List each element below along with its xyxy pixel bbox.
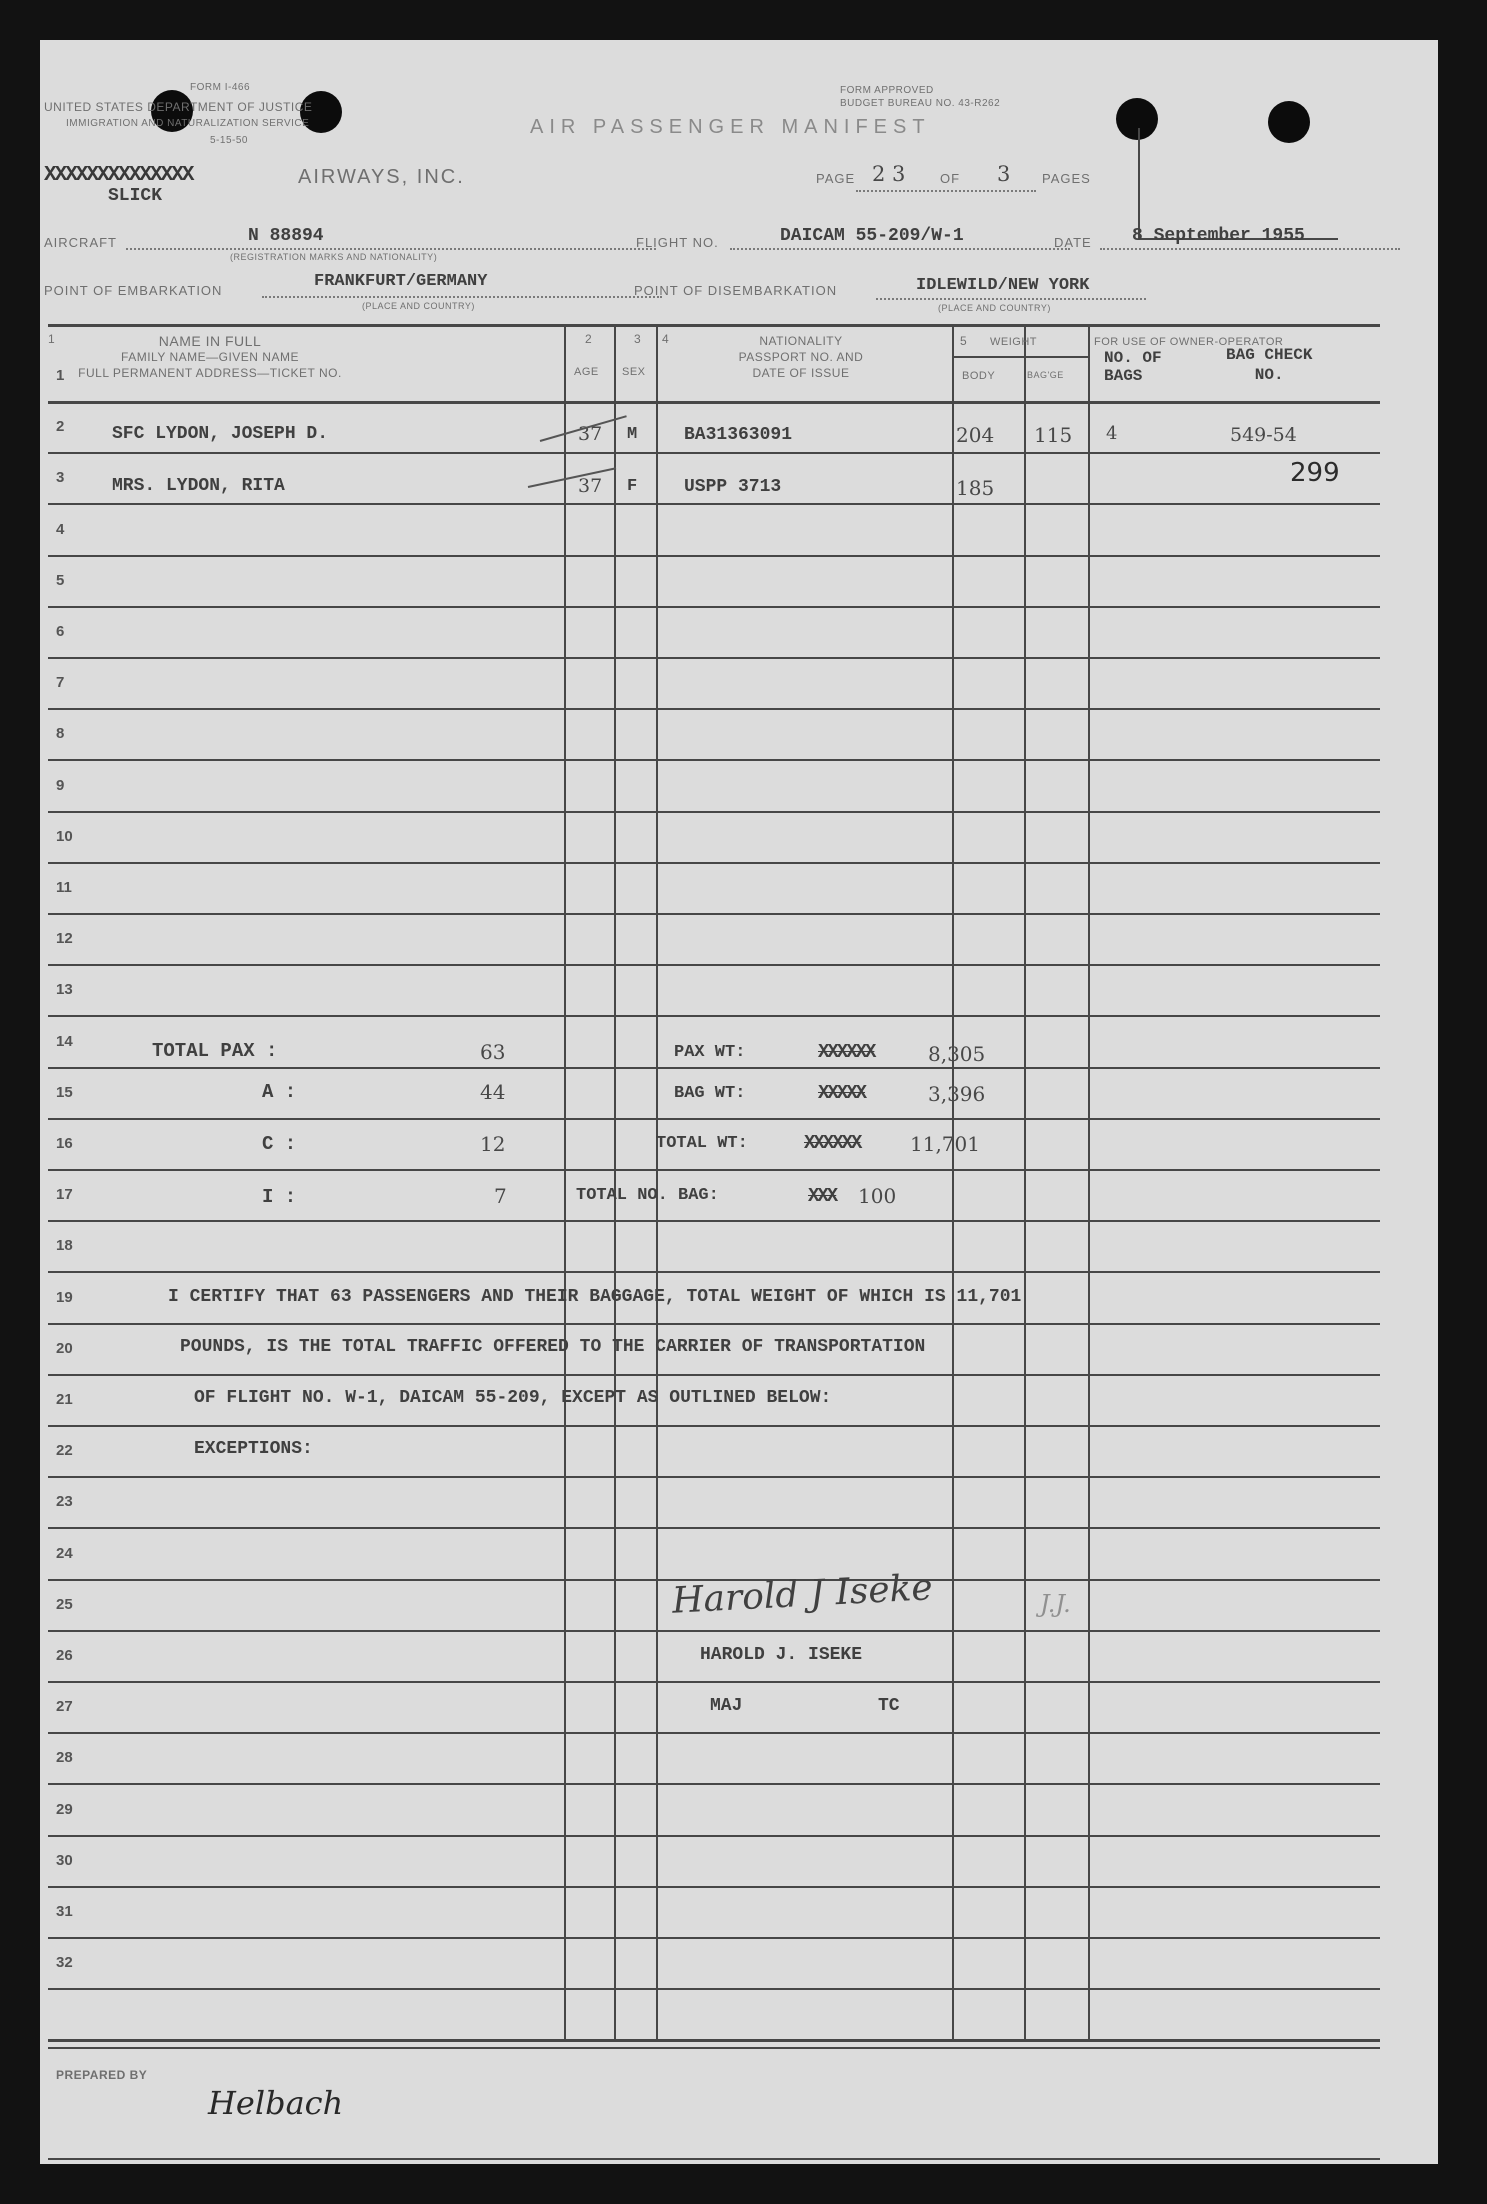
adults-label: A : xyxy=(262,1081,297,1103)
passenger-1-check-no: 549-54 xyxy=(1230,424,1297,446)
punch-hole xyxy=(1268,101,1310,143)
certification-line-3: OF FLIGHT NO. W-1, DAICAM 55-209, EXCEPT AS OUTLINED BELOW: xyxy=(194,1388,832,1408)
row-rule xyxy=(48,1783,1380,1785)
passenger-1-passport: BA31363091 xyxy=(684,425,793,445)
pax-weight-value: 8,305 xyxy=(928,1042,986,1066)
row-rule xyxy=(48,1067,1380,1069)
row-rule xyxy=(48,503,1380,505)
row-rule xyxy=(48,1015,1380,1017)
passenger-2-age: 37 xyxy=(578,475,603,497)
row-number: 4 xyxy=(56,521,65,538)
row-number: 13 xyxy=(56,981,73,998)
col1-header-l3: FULL PERMANENT ADDRESS—TICKET NO. xyxy=(78,366,342,380)
col5-body: BODY xyxy=(962,370,996,382)
passenger-2-check-no: 299 xyxy=(1290,458,1340,488)
row-rule xyxy=(48,1169,1380,1171)
column-rule xyxy=(1024,324,1026,2039)
officer-signature: Harold J Iseke xyxy=(671,1567,934,1622)
row-rule xyxy=(48,1220,1380,1222)
passenger-1-body-weight: 204 xyxy=(956,423,995,447)
page-total: 3 xyxy=(997,162,1011,186)
disembark-label: POINT OF DISEMBARKATION xyxy=(634,283,838,298)
age-slash-mark xyxy=(528,467,616,488)
row-number: 14 xyxy=(56,1033,73,1050)
total-pax-value: 63 xyxy=(480,1040,506,1064)
col2-label: AGE xyxy=(574,366,599,378)
passenger-2-body-weight: 185 xyxy=(956,476,995,500)
row-rule xyxy=(48,657,1380,659)
col1-header-l2: FAMILY NAME—GIVEN NAME xyxy=(121,350,299,364)
row-rule xyxy=(48,606,1380,608)
officer-initials: J.J. xyxy=(1040,1590,1071,1618)
column-rule xyxy=(614,324,616,2039)
col4-header-l3: DATE OF ISSUE xyxy=(752,366,850,380)
col4-num: 4 xyxy=(662,332,670,346)
disembark-dots xyxy=(876,298,1146,300)
row-rule xyxy=(48,1835,1380,1837)
passenger-1-name: SFC LYDON, JOSEPH D. xyxy=(112,424,329,444)
officer-branch: TC xyxy=(878,1696,900,1716)
prepared-by-signature: Helbach xyxy=(208,2084,344,2122)
passenger-1-sex: M xyxy=(627,425,638,444)
row-number: 9 xyxy=(56,777,65,794)
passenger-2-passport: USPP 3713 xyxy=(684,477,782,497)
row-rule xyxy=(48,1886,1380,1888)
aircraft-dots xyxy=(126,248,656,250)
column-rule xyxy=(564,324,566,2039)
row-rule xyxy=(48,759,1380,761)
total-weight-label: TOTAL WT: xyxy=(656,1134,748,1153)
row-rule xyxy=(48,1732,1380,1734)
passenger-1-bags: 4 xyxy=(1106,423,1118,444)
row-rule xyxy=(48,401,1380,404)
passenger-1-bag-weight: 115 xyxy=(1034,423,1073,447)
date-value: 8 September 1955 xyxy=(1132,226,1305,246)
column-rule xyxy=(952,324,954,2039)
row-rule xyxy=(48,1527,1380,1529)
certification-line-1: I CERTIFY THAT 63 PASSENGERS AND THEIR BAGGAGE, TOTAL WEIGHT OF WHICH IS 11,701 xyxy=(168,1287,1022,1307)
agency-line-3: 5-15-50 xyxy=(210,135,248,146)
row-rule xyxy=(48,1988,1380,1990)
total-pax-label: TOTAL PAX : xyxy=(152,1040,278,1062)
weight-subrule xyxy=(954,356,1088,358)
aircraft-label: AIRCRAFT xyxy=(44,235,117,250)
airline-struck: XXXXXXXXXXXXXX xyxy=(44,164,193,187)
row-rule xyxy=(48,1323,1380,1325)
page-value: 2 3 xyxy=(872,162,906,186)
row-number: 27 xyxy=(56,1698,73,1715)
date-label: DATE xyxy=(1054,235,1092,250)
col5-bag: BAG'GE xyxy=(1027,370,1064,380)
children-label: C : xyxy=(262,1133,297,1155)
manifest-page xyxy=(40,40,1438,2164)
col5-label: WEIGHT xyxy=(990,336,1037,348)
agency-line-2: IMMIGRATION AND NATURALIZATION SERVICE xyxy=(66,118,310,129)
passenger-2-name: MRS. LYDON, RITA xyxy=(112,476,285,496)
agency-line-1: UNITED STATES DEPARTMENT OF JUSTICE xyxy=(44,100,313,114)
footer-rule xyxy=(48,2158,1380,2160)
bag-weight-struck: XXXXX xyxy=(818,1082,866,1104)
aircraft-value: N 88894 xyxy=(248,226,324,246)
row-number: 1 xyxy=(56,367,65,384)
check-typed: BAG CHECK NO. xyxy=(1226,346,1313,384)
row-rule xyxy=(48,1271,1380,1273)
airline-label: AIRWAYS, INC. xyxy=(298,166,465,188)
row-number: 22 xyxy=(56,1442,73,1459)
total-bag-label: TOTAL NO. BAG: xyxy=(576,1186,719,1205)
col1-num: 1 xyxy=(48,332,56,346)
row-rule xyxy=(48,964,1380,966)
row-number: 18 xyxy=(56,1237,73,1254)
row-rule xyxy=(48,452,1380,454)
col2-num: 2 xyxy=(585,332,593,346)
owner-label: FOR USE OF OWNER-OPERATOR xyxy=(1094,336,1284,348)
column-rule xyxy=(656,324,658,2039)
page-dots xyxy=(856,190,1036,192)
bag-weight-value: 3,396 xyxy=(928,1082,986,1106)
row-rule xyxy=(48,555,1380,557)
row-number: 6 xyxy=(56,623,65,640)
flight-label: FLIGHT NO. xyxy=(636,235,719,250)
page-of-label: OF xyxy=(940,171,961,186)
col3-label: SEX xyxy=(622,366,646,378)
pages-label: PAGES xyxy=(1042,171,1091,186)
row-rule xyxy=(48,1476,1380,1478)
row-number: 15 xyxy=(56,1084,73,1101)
row-number: 26 xyxy=(56,1647,73,1664)
row-rule xyxy=(48,708,1380,710)
row-number: 16 xyxy=(56,1135,73,1152)
row-number: 30 xyxy=(56,1852,73,1869)
page-label: PAGE xyxy=(816,171,856,186)
table-top-rule xyxy=(48,324,1380,327)
table-bottom-rule xyxy=(48,2047,1380,2049)
total-weight-struck: XXXXXX xyxy=(804,1132,861,1154)
col5-num: 5 xyxy=(960,334,968,348)
row-number: 32 xyxy=(56,1954,73,1971)
prepared-by-label: PREPARED BY xyxy=(56,2068,148,2082)
row-number: 23 xyxy=(56,1493,73,1510)
row-number: 10 xyxy=(56,828,73,845)
row-number: 25 xyxy=(56,1596,73,1613)
punch-hole xyxy=(1116,98,1158,140)
row-number: 17 xyxy=(56,1186,73,1203)
certification-line-2: POUNDS, IS THE TOTAL TRAFFIC OFFERED TO THE CARRIER OF TRANSPORTATION xyxy=(180,1337,926,1357)
header-bracket xyxy=(1138,128,1140,240)
row-number: 3 xyxy=(56,469,65,486)
form-code: FORM I-466 xyxy=(190,82,251,93)
pax-weight-struck: XXXXXX xyxy=(818,1041,875,1063)
passenger-1-age: 37 xyxy=(578,423,603,445)
pax-weight-label: PAX WT: xyxy=(674,1043,746,1062)
row-rule xyxy=(48,862,1380,864)
budget-line-2: BUDGET BUREAU NO. 43-R262 xyxy=(840,98,1001,109)
row-rule xyxy=(48,811,1380,813)
passenger-2-sex: F xyxy=(627,477,638,496)
row-rule xyxy=(48,1118,1380,1120)
infants-label: I : xyxy=(262,1186,297,1208)
embark-label: POINT OF EMBARKATION xyxy=(44,283,223,298)
row-rule xyxy=(48,1681,1380,1683)
bags-typed: NO. OF BAGS xyxy=(1104,349,1162,385)
adults-value: 44 xyxy=(480,1080,506,1104)
total-bag-value: 100 xyxy=(858,1184,897,1208)
row-number: 11 xyxy=(56,879,72,896)
row-rule xyxy=(48,1374,1380,1376)
flight-value: DAICAM 55-209/W-1 xyxy=(780,226,964,246)
officer-name: HAROLD J. ISEKE xyxy=(700,1645,863,1665)
embark-value: FRANKFURT/GERMANY xyxy=(314,272,488,291)
row-rule xyxy=(48,1630,1380,1632)
disembark-sublabel: (PLACE AND COUNTRY) xyxy=(938,303,1051,313)
officer-rank: MAJ xyxy=(710,1696,743,1716)
row-number: 20 xyxy=(56,1340,73,1357)
col3-num: 3 xyxy=(634,332,642,346)
row-number: 24 xyxy=(56,1545,73,1562)
row-number: 7 xyxy=(56,674,65,691)
col4-header-l1: NATIONALITY xyxy=(759,334,843,348)
embark-dots xyxy=(262,296,662,298)
airline-typed: SLICK xyxy=(108,186,163,206)
row-number: 28 xyxy=(56,1749,73,1766)
col1-header-l1: NAME IN FULL xyxy=(158,333,262,349)
row-number: 12 xyxy=(56,930,73,947)
col4-header-l2: PASSPORT NO. AND xyxy=(738,350,864,364)
row-number: 21 xyxy=(56,1391,73,1408)
disembark-value: IDLEWILD/NEW YORK xyxy=(916,276,1090,295)
form-title: AIR PASSENGER MANIFEST xyxy=(530,116,931,138)
row-number: 8 xyxy=(56,725,65,742)
infants-value: 7 xyxy=(494,1184,507,1208)
row-number: 5 xyxy=(56,572,65,589)
children-value: 12 xyxy=(480,1132,506,1156)
date-dots xyxy=(1100,248,1400,250)
row-rule xyxy=(48,913,1380,915)
row-rule xyxy=(48,2039,1380,2042)
exceptions-label: EXCEPTIONS: xyxy=(194,1439,313,1459)
aircraft-sublabel: (REGISTRATION MARKS AND NATIONALITY) xyxy=(230,252,438,262)
row-rule xyxy=(48,1937,1380,1939)
row-number: 2 xyxy=(56,418,65,435)
embark-sublabel: (PLACE AND COUNTRY) xyxy=(362,301,475,311)
row-rule xyxy=(48,1425,1380,1427)
total-weight-value: 11,701 xyxy=(910,1132,980,1156)
flight-dots xyxy=(730,248,1070,250)
row-number: 29 xyxy=(56,1801,73,1818)
budget-line-1: FORM APPROVED xyxy=(840,85,934,96)
column-rule xyxy=(1088,324,1090,2039)
total-bag-struck: XXX xyxy=(808,1185,837,1207)
row-number: 19 xyxy=(56,1289,73,1306)
row-number: 31 xyxy=(56,1903,73,1920)
bag-weight-label: BAG WT: xyxy=(674,1084,746,1103)
